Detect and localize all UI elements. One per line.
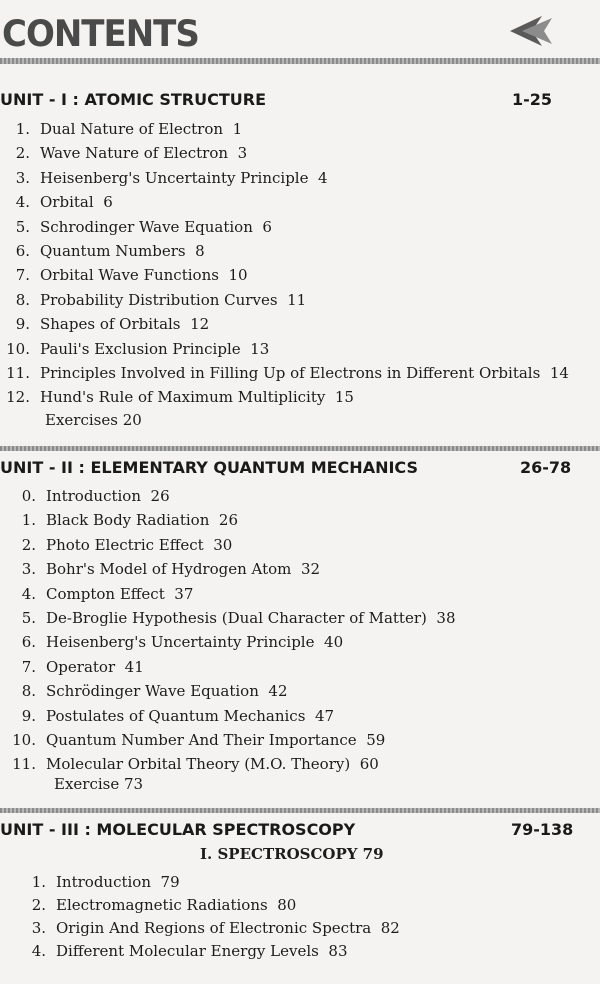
entry-number: 3. bbox=[31, 919, 46, 937]
entry-text: De-Broglie Hypothesis (Dual Character of Matter) bbox=[46, 609, 427, 627]
entry-text: Wave Nature of Electron bbox=[40, 144, 229, 163]
entry-page: 80 bbox=[277, 896, 297, 914]
entry-title bbox=[46, 485, 170, 507]
entry-page: 14 bbox=[549, 364, 569, 382]
entry-page: 3 bbox=[237, 144, 248, 163]
entry-number: 3. bbox=[21, 560, 36, 579]
entry-title bbox=[46, 705, 334, 727]
entry-page: 30 bbox=[213, 535, 233, 554]
entry-title bbox=[40, 289, 306, 311]
entry-page: 59 bbox=[366, 731, 386, 749]
entry-number: 4. bbox=[15, 193, 30, 212]
entry-number: 5. bbox=[21, 609, 36, 627]
entry-number: 8. bbox=[15, 290, 30, 309]
entry-text: Pauli's Exclusion Principle bbox=[40, 339, 241, 358]
toc-entry bbox=[0, 753, 600, 775]
entry-text: Bohr's Model of Hydrogen Atom bbox=[46, 560, 292, 579]
exercise-entry: Exercise 73 bbox=[54, 775, 144, 793]
double-arrow-left-icon bbox=[508, 14, 554, 48]
toc-entry bbox=[0, 362, 600, 384]
entry-number: 2. bbox=[21, 535, 36, 554]
entry-page: 79 bbox=[160, 873, 180, 891]
toc-entry bbox=[0, 705, 600, 727]
entry-title bbox=[40, 386, 354, 408]
entry-title bbox=[40, 167, 328, 189]
entry-title bbox=[40, 118, 242, 140]
unit-title: UNIT - I : ATOMIC STRUCTURE bbox=[0, 90, 267, 109]
unit-page-range: 79-138 bbox=[511, 820, 574, 839]
entry-text: Schrödinger Wave Equation bbox=[46, 682, 259, 701]
unit-page-range: 1-25 bbox=[512, 90, 553, 109]
entry-title bbox=[46, 656, 144, 678]
entry-text: Orbital bbox=[40, 193, 94, 212]
entry-page: 13 bbox=[250, 339, 270, 358]
entry-text: Different Molecular Energy Levels bbox=[56, 942, 319, 960]
entry-title bbox=[46, 558, 320, 580]
entry-number: 8. bbox=[21, 682, 36, 701]
toc-entry bbox=[0, 289, 600, 311]
entry-number: 1. bbox=[31, 873, 46, 891]
toc-entry bbox=[0, 534, 600, 556]
entry-page: 15 bbox=[334, 388, 354, 407]
unit-3-heading bbox=[0, 820, 600, 846]
entry-number: 3. bbox=[15, 168, 30, 187]
entry-page: 8 bbox=[195, 242, 205, 260]
entry-text: Schrodinger Wave Equation bbox=[40, 217, 253, 236]
entry-text: Quantum Number And Their Importance bbox=[46, 731, 357, 749]
entry-page: 10 bbox=[228, 266, 248, 285]
toc-entry bbox=[0, 191, 600, 213]
entry-text: Postulates of Quantum Mechanics bbox=[46, 706, 306, 725]
entry-number: 1. bbox=[21, 511, 36, 530]
unit-2-heading bbox=[0, 458, 600, 484]
unit-title: UNIT - II : ELEMENTARY QUANTUM MECHANICS bbox=[0, 458, 418, 477]
entry-page: 26 bbox=[150, 487, 170, 505]
entry-text: Molecular Orbital Theory (M.O. Theory) bbox=[46, 755, 351, 774]
entry-title bbox=[40, 313, 209, 335]
toc-entry bbox=[0, 656, 600, 678]
entry-title bbox=[46, 631, 343, 653]
toc-entry bbox=[0, 894, 600, 916]
entry-page: 37 bbox=[174, 584, 194, 603]
section-heading: I. SPECTROSCOPY 79 bbox=[200, 845, 384, 863]
entry-page: 41 bbox=[124, 657, 144, 676]
entry-text: Dual Nature of Electron bbox=[40, 120, 224, 138]
entry-text: Quantum Numbers bbox=[40, 242, 186, 260]
entry-page: 6 bbox=[103, 193, 113, 212]
entry-text: Electromagnetic Radiations bbox=[56, 896, 268, 914]
unit-title: UNIT - III : MOLECULAR SPECTROSCOPY bbox=[0, 820, 356, 839]
entry-title bbox=[40, 240, 205, 262]
entry-title bbox=[46, 583, 193, 605]
entry-page: 38 bbox=[436, 609, 456, 627]
toc-entry bbox=[0, 871, 600, 893]
unit-page-range: 26-78 bbox=[520, 458, 572, 477]
entry-title bbox=[46, 680, 288, 702]
entry-number: 9. bbox=[15, 315, 30, 334]
entry-page: 32 bbox=[300, 560, 321, 579]
entry-number: 7. bbox=[21, 657, 36, 676]
toc-entry bbox=[0, 338, 600, 360]
entry-title bbox=[46, 534, 232, 556]
entry-number: 10. bbox=[12, 731, 36, 749]
entry-page: 11 bbox=[287, 290, 307, 309]
entry-number: 11. bbox=[6, 364, 30, 382]
entry-text: Introduction bbox=[56, 873, 151, 891]
entry-page: 82 bbox=[380, 919, 400, 937]
entry-number: 9. bbox=[21, 706, 36, 725]
entry-number: 5. bbox=[15, 217, 30, 236]
entry-number: 11. bbox=[12, 755, 36, 774]
entry-number: 6. bbox=[21, 633, 36, 652]
entry-text: Origin And Regions of Electronic Spectra bbox=[56, 919, 372, 937]
entry-text: Shapes of Orbitals bbox=[40, 315, 181, 334]
toc-entry bbox=[0, 509, 600, 531]
entry-number: 7. bbox=[15, 266, 30, 285]
entry-page: 42 bbox=[268, 682, 288, 701]
entry-title bbox=[46, 753, 379, 775]
entry-text: Hund's Rule of Maximum Multiplicity bbox=[40, 388, 326, 407]
entry-page: 83 bbox=[328, 942, 348, 960]
page-title: CONTENTS bbox=[2, 12, 199, 56]
entry-text: Probability Distribution Curves bbox=[40, 290, 278, 309]
entry-title bbox=[56, 894, 296, 916]
entry-text: Orbital Wave Functions bbox=[40, 266, 219, 285]
toc-entry bbox=[0, 558, 600, 580]
entry-title bbox=[56, 917, 400, 939]
toc-entry bbox=[0, 313, 600, 335]
entry-text: Principles Involved in Filling Up of Electrons in Different Orbitals bbox=[40, 364, 541, 382]
entry-title bbox=[40, 362, 569, 384]
entry-title bbox=[46, 607, 456, 629]
entry-title bbox=[56, 940, 348, 962]
entry-title bbox=[46, 509, 238, 531]
entry-number: 6. bbox=[15, 242, 30, 260]
entry-title bbox=[40, 264, 248, 286]
entry-number: 12. bbox=[6, 388, 30, 407]
header-rule bbox=[0, 58, 600, 64]
toc-entry bbox=[0, 917, 600, 939]
entry-number: 4. bbox=[31, 942, 46, 960]
toc-entry bbox=[0, 240, 600, 262]
entry-title bbox=[40, 142, 247, 164]
exercise-entry: Exercises 20 bbox=[45, 411, 142, 429]
entry-number: 2. bbox=[31, 896, 46, 914]
toc-entry bbox=[0, 264, 600, 286]
toc-entry bbox=[0, 386, 600, 408]
entry-text: Photo Electric Effect bbox=[46, 535, 204, 554]
entry-page: 12 bbox=[190, 315, 210, 334]
entry-title bbox=[40, 216, 272, 238]
section-rule bbox=[0, 808, 600, 813]
section-rule bbox=[0, 446, 600, 451]
toc-entry bbox=[0, 142, 600, 164]
toc-entry bbox=[0, 583, 600, 605]
entry-title bbox=[46, 729, 385, 751]
toc-entry bbox=[0, 729, 600, 751]
toc-entry bbox=[0, 118, 600, 140]
entry-page: 60 bbox=[359, 755, 379, 774]
entry-page: 47 bbox=[314, 706, 335, 725]
entry-text: Heisenberg's Uncertainty Principle bbox=[46, 633, 315, 652]
entry-text: Introduction bbox=[46, 487, 141, 505]
entry-number: 1. bbox=[15, 120, 30, 138]
toc-entry bbox=[0, 607, 600, 629]
entry-page: 26 bbox=[218, 511, 238, 530]
entry-text: Heisenberg's Uncertainty Principle bbox=[40, 168, 309, 187]
entry-number: 10. bbox=[6, 339, 30, 358]
entry-text: Black Body Radiation bbox=[46, 511, 210, 530]
entry-number: 2. bbox=[15, 144, 30, 163]
entry-text: Operator bbox=[46, 657, 116, 676]
toc-entry bbox=[0, 485, 600, 507]
entry-title bbox=[56, 871, 180, 893]
entry-text: Compton Effect bbox=[46, 584, 165, 603]
toc-entry bbox=[0, 631, 600, 653]
entry-page: 1 bbox=[232, 120, 243, 138]
entry-page: 40 bbox=[324, 633, 344, 652]
entry-number: 0. bbox=[21, 487, 36, 505]
toc-entry bbox=[0, 216, 600, 238]
toc-entry bbox=[0, 940, 600, 962]
entry-number: 4. bbox=[21, 584, 36, 603]
entry-title bbox=[40, 338, 269, 360]
unit-1-heading bbox=[0, 90, 600, 116]
toc-entry bbox=[0, 680, 600, 702]
entry-title bbox=[40, 191, 113, 213]
entry-page: 4 bbox=[318, 168, 328, 187]
entry-page: 6 bbox=[262, 217, 272, 236]
toc-entry bbox=[0, 167, 600, 189]
